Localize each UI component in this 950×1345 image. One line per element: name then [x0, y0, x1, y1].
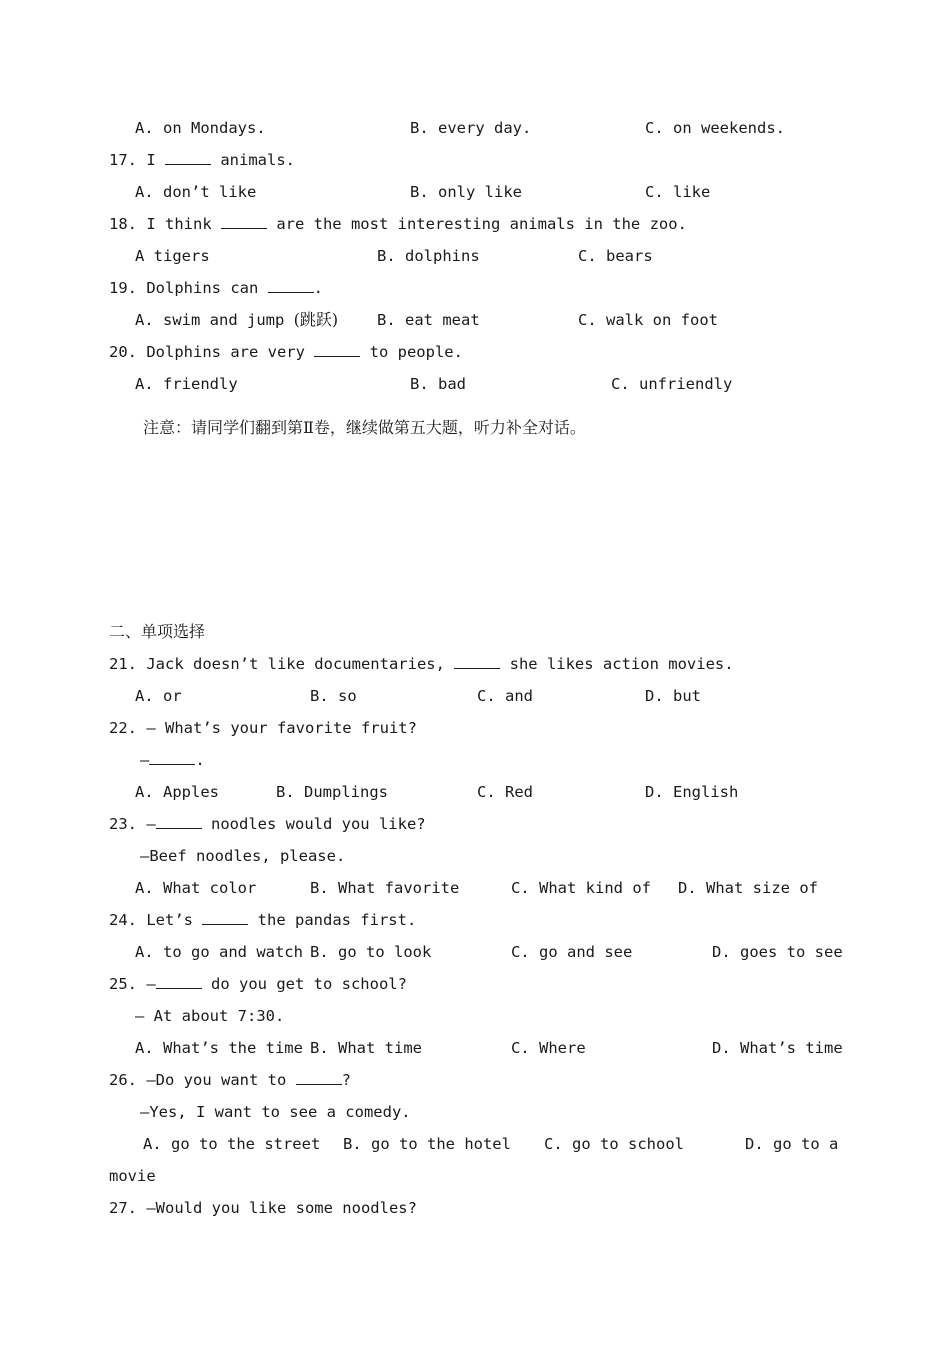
q18-option-c: C. bears: [578, 247, 653, 265]
answer-blank: [156, 974, 202, 989]
answer-blank: [165, 150, 211, 165]
q23-answer: –Beef noodles, please.: [140, 847, 346, 865]
q21-question: 21. Jack doesn’t like documentaries, she likes action movies.: [109, 655, 734, 673]
q26-option-b: B. go to the hotel: [343, 1135, 511, 1153]
q25-option-c: C. Where: [511, 1039, 586, 1057]
q26-option-d: D. go to a: [745, 1135, 839, 1153]
q24-option-a: A. to go and watch: [135, 943, 303, 961]
q19-question: 19. Dolphins can .: [109, 279, 323, 297]
answer-blank: [156, 814, 202, 829]
q16-option-b: B. every day.: [410, 119, 532, 137]
q20-option-a: A. friendly: [135, 375, 238, 393]
q26-answer: –Yes, I want to see a comedy.: [140, 1103, 411, 1121]
q26-option-a: A. go to the street: [143, 1135, 321, 1153]
q21-option-c: C. and: [477, 687, 533, 705]
q23-option-b: B. What favorite: [310, 879, 460, 897]
q17-option-a: A. don’t like: [135, 183, 257, 201]
q20-option-b: B. bad: [410, 375, 466, 393]
q17-option-b: B. only like: [410, 183, 522, 201]
q22-option-c: C. Red: [477, 783, 533, 801]
q17-option-c: C. like: [645, 183, 711, 201]
answer-blank: [268, 278, 314, 293]
q22-answer: – .: [140, 751, 205, 769]
q25-question: 25. – do you get to school?: [109, 975, 407, 993]
q21-option-a: A. or: [135, 687, 182, 705]
q25-option-d: D. What’s time: [712, 1039, 843, 1057]
q22-question: 22. – What’s your favorite fruit?: [109, 719, 417, 737]
q16-option-c: C. on weekends.: [645, 119, 785, 137]
q19-option-c: C. walk on foot: [578, 311, 718, 329]
answer-blank: [221, 214, 267, 229]
answer-blank: [202, 910, 248, 925]
q23-option-d: D. What size of: [678, 879, 818, 897]
answer-blank: [454, 654, 500, 669]
q20-option-c: C. unfriendly: [611, 375, 733, 393]
q18-question: 18. I think are the most interesting animals in the zoo.: [109, 215, 687, 233]
answer-blank: [149, 750, 195, 765]
q25-option-b: B. What time: [310, 1039, 422, 1057]
q21-option-d: D. but: [645, 687, 701, 705]
q27-question: 27. –Would you like some noodles?: [109, 1199, 417, 1217]
q19-option-b: B. eat meat: [377, 311, 480, 329]
q25-answer: – At about 7:30.: [135, 1007, 285, 1025]
q26-question: 26. –Do you want to ?: [109, 1071, 351, 1089]
q19-option-a: A. swim and jump (跳跃): [135, 310, 339, 329]
q25-option-a: A. What’s the time: [135, 1039, 303, 1057]
q24-option-c: C. go and see: [511, 943, 633, 961]
q22-option-b: B. Dumplings: [276, 783, 388, 801]
notice-text: 注意：请同学们翻到第Ⅱ卷，继续做第五大题，听力补全对话。: [143, 418, 586, 437]
answer-blank: [314, 342, 360, 357]
q22-option-d: D. English: [645, 783, 739, 801]
q18-option-a: A tigers: [135, 247, 210, 265]
q26-option-d-continued: movie: [109, 1167, 156, 1185]
section-title: 二、单项选择: [109, 622, 206, 641]
answer-blank: [296, 1070, 342, 1085]
q16-option-a: A. on Mondays.: [135, 119, 266, 137]
q22-option-a: A. Apples: [135, 783, 219, 801]
q23-option-c: C. What kind of: [511, 879, 651, 897]
q24-option-d: D. goes to see: [712, 943, 843, 961]
q24-option-b: B. go to look: [310, 943, 432, 961]
q26-option-c: C. go to school: [544, 1135, 684, 1153]
q17-question: 17. I animals.: [109, 151, 295, 169]
q24-question: 24. Let’s the pandas first.: [109, 911, 417, 929]
q20-question: 20. Dolphins are very to people.: [109, 343, 463, 361]
q18-option-b: B. dolphins: [377, 247, 480, 265]
q21-option-b: B. so: [310, 687, 357, 705]
q23-question: 23. – noodles would you like?: [109, 815, 426, 833]
q23-option-a: A. What color: [135, 879, 257, 897]
